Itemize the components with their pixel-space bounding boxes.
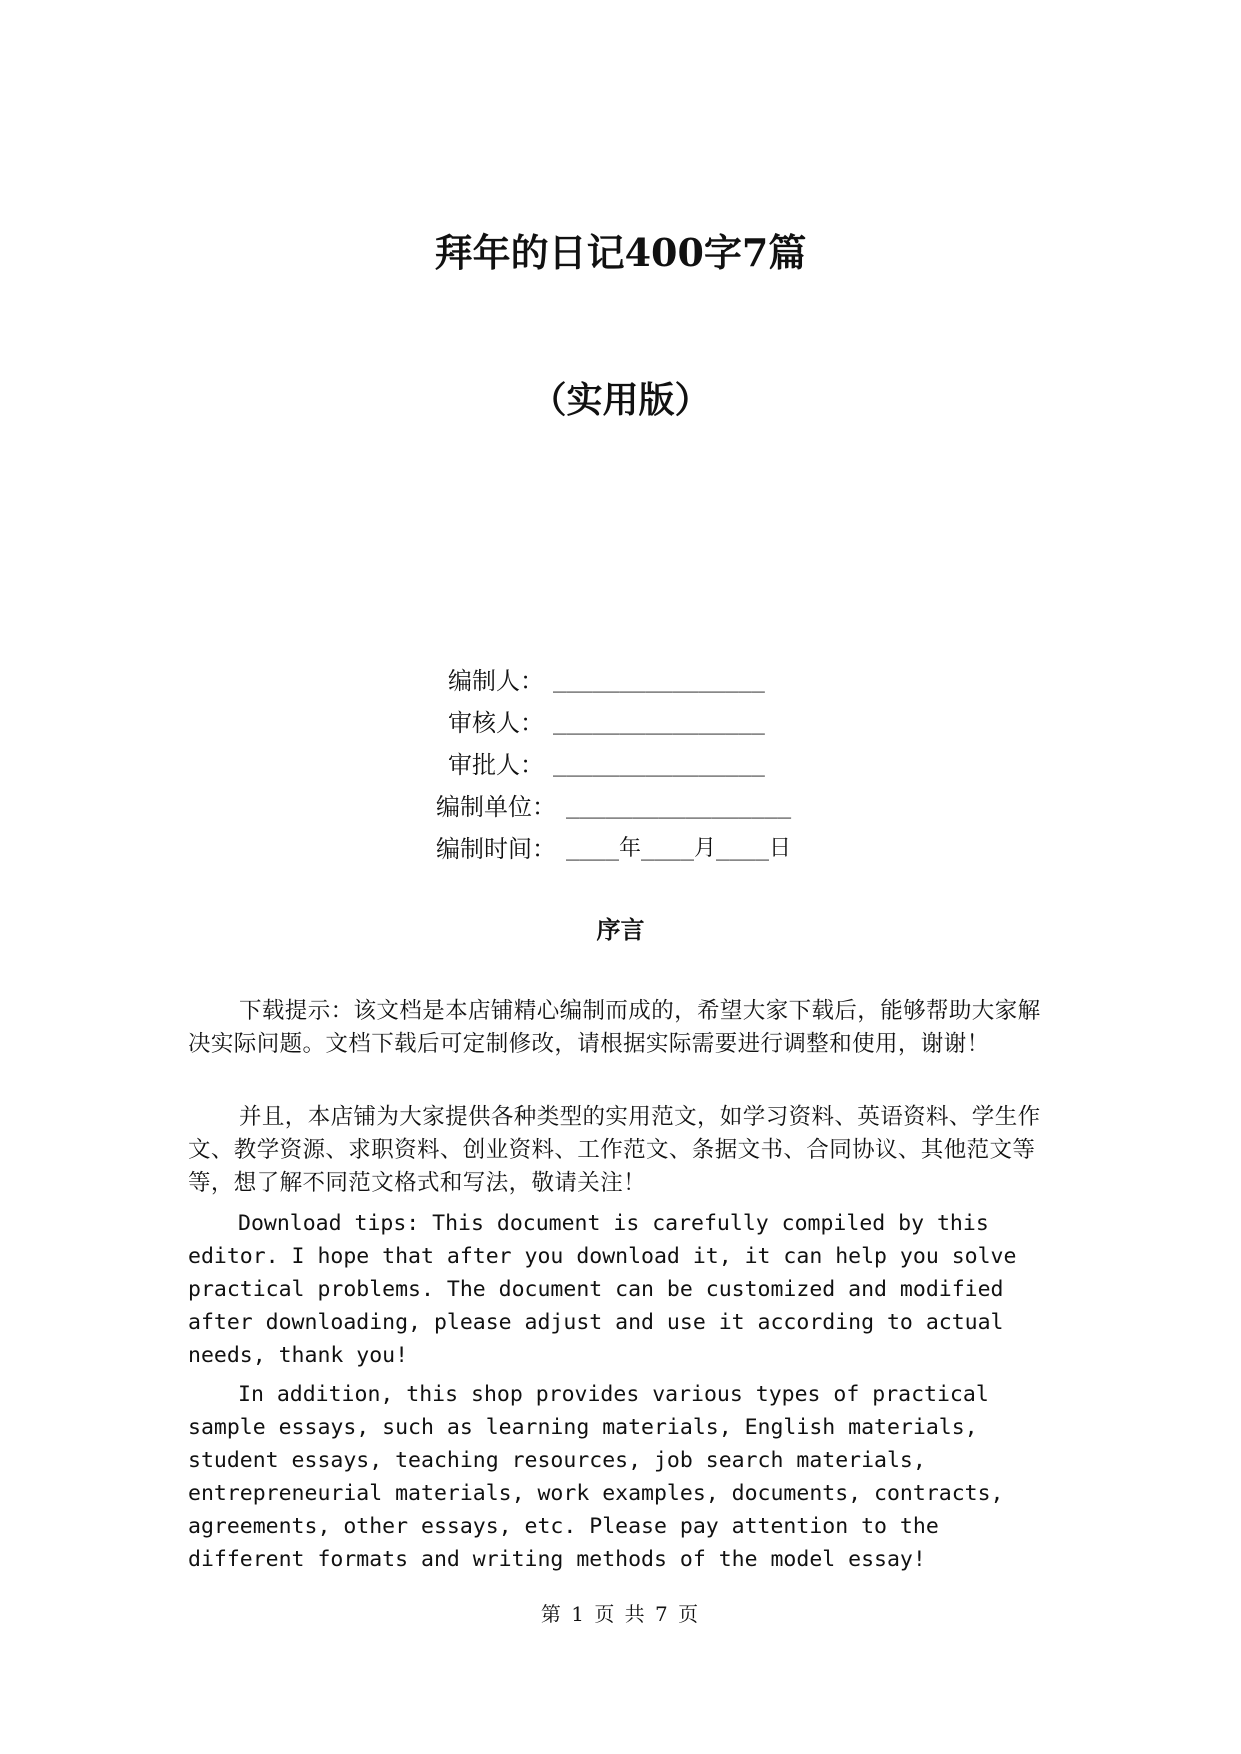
preface-paragraph-en-1 xyxy=(188,1207,1058,1372)
field-blank: ________________ xyxy=(553,668,765,693)
preface-heading: 序言 xyxy=(596,916,645,944)
paragraph-text: In addition, this shop provides various types of practical sample essays, such as learning materials, English materials, student essays, teaching resources, job search materials, entrepreneurial materials, work examples, documents, contracts, agreements, other essays, etc. Please pay attention to the different formats and writing methods of the model essay! xyxy=(188,1382,1004,1572)
approval-fields xyxy=(0,660,1241,870)
document-title: 拜年的日记400字7篇 xyxy=(434,230,807,275)
document-subtitle: （实用版） xyxy=(530,379,711,421)
field-unit xyxy=(0,786,1241,828)
field-reviewer xyxy=(0,702,1241,744)
page-footer: 第 1 页 共 7 页 xyxy=(540,1602,701,1626)
field-label: 编制时间： xyxy=(436,835,556,863)
field-blank: _________________ xyxy=(566,794,792,819)
field-blank: ________________ xyxy=(553,710,765,735)
field-label: 编制单位： xyxy=(436,793,556,821)
field-label: 编制人： xyxy=(448,667,544,695)
paragraph-text: 并且，本店铺为大家提供各种类型的实用范文，如学习资料、英语资料、学生作文、教学资源、求职资料、创业资料、工作范文、条据文书、合同协议、其他范文等等，想了解不同范文格式和写法，敬请关注！ xyxy=(188,1104,1041,1196)
preface-paragraph-en-2 xyxy=(188,1378,1058,1576)
paragraph-text: 下载提示：该文档是本店铺精心编制而成的，希望大家下载后，能够帮助大家解决实际问题。文档下载后可定制修改，请根据实际需要进行调整和使用，谢谢！ xyxy=(188,998,1041,1057)
field-date xyxy=(0,828,1241,870)
field-compiler xyxy=(0,660,1241,702)
paragraph-text: Download tips: This document is carefully compiled by this editor. I hope that after you download it, it can help you solve practical problems. The document can be customized and modified after downloading, please adjust and use it according to actual needs, thank you! xyxy=(188,1211,1017,1368)
preface-paragraph-cn-2 xyxy=(188,1101,1058,1200)
field-label: 审核人： xyxy=(448,709,544,737)
field-approver xyxy=(0,744,1241,786)
field-label: 审批人： xyxy=(448,751,544,779)
field-blank: ________________ xyxy=(553,752,765,777)
preface-paragraph-cn-1 xyxy=(188,995,1058,1061)
field-blank: ____年____月____日 xyxy=(566,836,791,861)
